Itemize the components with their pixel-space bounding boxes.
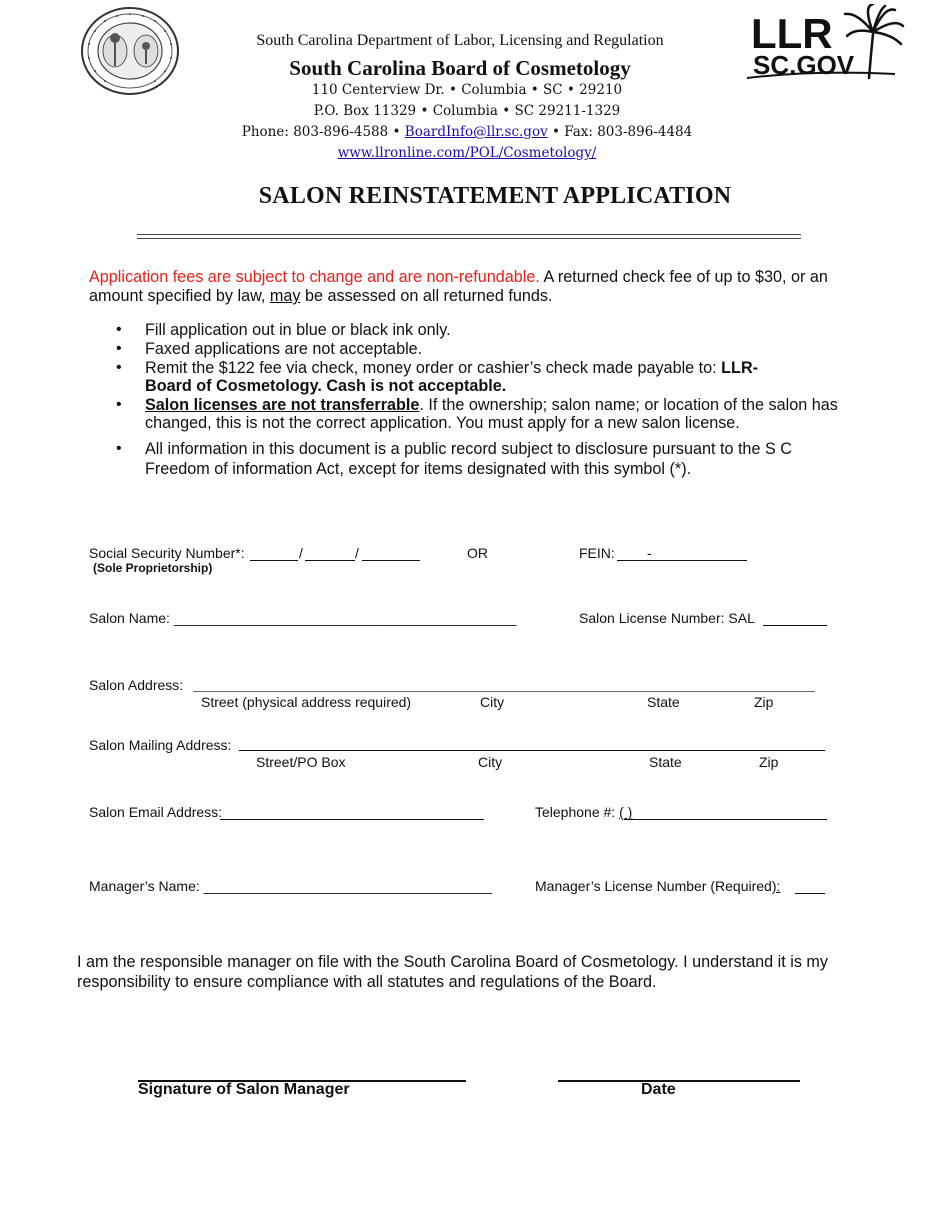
board-email-link[interactable]: BoardInfo@llr.sc.gov <box>404 124 548 140</box>
salon-email-input[interactable] <box>220 819 484 820</box>
salon-email-label: Salon Email Address: <box>89 804 223 820</box>
ssn-slash: / <box>355 545 359 561</box>
telephone-input[interactable] <box>624 819 827 820</box>
fax-text: • Fax: 803-896-4484 <box>547 124 693 140</box>
fein-label: FEIN: <box>579 545 615 561</box>
transfer-text: . If the ownership; salon name; or location of the salon has <box>419 396 838 414</box>
llr-logo <box>745 4 905 82</box>
bullet-marker: • <box>116 440 122 457</box>
ssn-part1-input[interactable] <box>250 560 298 561</box>
ssn-sole-proprietorship-note: (Sole Proprietorship) <box>93 561 213 575</box>
salon-name-label-text: Salon Name: <box>89 610 174 626</box>
street-address: 110 Centerview Dr. • Columbia • SC • 29210 <box>311 82 623 98</box>
manager-license-colon: ): <box>771 878 781 894</box>
logo-scgov-text: SC.GOV <box>753 50 855 80</box>
mailing-street-caption: Street/PO Box <box>256 754 346 770</box>
bullet-foia-line2: Freedom of information Act, except for items designated with this symbol (*). <box>145 460 692 478</box>
telephone-label <box>535 804 632 820</box>
bullet-ink: Fill application out in blue or black ink only. <box>145 321 451 339</box>
ssn-part3-input[interactable] <box>362 560 420 561</box>
manager-name-input[interactable]: _____________________________________ <box>203 878 492 894</box>
department-name: South Carolina Department of Labor, Licensing and Regulation <box>256 32 664 49</box>
po-box-address: P.O. Box 11329 • Columbia • SC 29211-1329 <box>313 103 621 119</box>
contact-line <box>0 124 942 140</box>
returned-check-text: A returned check fee of up to $30, or an <box>539 268 828 286</box>
manager-signature-label: Signature of Salon Manager <box>138 1081 350 1098</box>
mailing-zip-caption: Zip <box>759 754 779 770</box>
form-title: SALON REINSTATEMENT APPLICATION <box>258 183 732 209</box>
may-text: may <box>269 287 301 305</box>
bullet-marker: • <box>116 340 122 357</box>
bullet-fee-line2: Board of Cosmetology. Cash is not acceptable. <box>145 377 507 395</box>
website-line <box>0 145 942 161</box>
salon-address-label: Salon Address: <box>89 677 184 693</box>
board-name: South Carolina Board of Cosmetology <box>289 56 631 80</box>
manager-name-label-text: Manager’s Name: <box>89 878 204 894</box>
title-divider <box>137 234 801 239</box>
salon-address-input[interactable] <box>193 691 815 692</box>
bullet-marker: • <box>116 321 122 338</box>
manager-license-label-text: Manager’s License Number (Required <box>535 878 772 894</box>
address-street-caption: Street (physical address required) <box>201 694 412 710</box>
telephone-label-text: Telephone #: <box>535 804 620 820</box>
payee-text: LLR- <box>721 359 759 377</box>
logo-llr-text: LLR <box>751 10 833 57</box>
ssn-slash: / <box>299 545 303 561</box>
mailing-state-caption: State <box>649 754 682 770</box>
bullet-transfer-line1 <box>145 396 838 416</box>
manager-license-input[interactable] <box>795 893 825 894</box>
address-state-caption: State <box>647 694 680 710</box>
bullet-marker: • <box>116 359 122 376</box>
manager-license-label <box>535 878 780 894</box>
date-label: Date <box>641 1081 676 1098</box>
bullet-fee-line1 <box>145 359 758 379</box>
salon-license-input[interactable] <box>763 625 827 626</box>
bullet-foia-line1: All information in this document is a public record subject to disclosure pursuant to the S C <box>145 440 792 458</box>
phone-text: Phone: 803-896-4588 • <box>241 124 405 140</box>
notice-text-pre: amount specified by law, <box>89 287 270 305</box>
telephone-area-code: ( ) <box>619 804 633 820</box>
salon-name-label <box>89 610 516 626</box>
mailing-city-caption: City <box>478 754 503 770</box>
fee-notice-line1 <box>89 268 828 288</box>
not-transferrable-text: Salon licenses are not transferrable <box>145 396 420 414</box>
or-label: OR <box>467 545 488 561</box>
fee-warning-text: Application fees are subject to change and are non-refundable. <box>89 268 540 286</box>
fee-instruction-text: Remit the $122 fee via check, money order or cashier’s check made payable to: <box>145 359 722 377</box>
manager-name-label <box>89 878 492 894</box>
fee-notice-line2 <box>89 287 552 307</box>
manager-statement-line2: responsibility to ensure compliance with all statutes and regulations of the Board. <box>77 973 657 991</box>
ssn-label: Social Security Number*: <box>89 545 245 561</box>
mailing-address-label: Salon Mailing Address: <box>89 737 232 753</box>
salon-name-input[interactable]: ____________________________________________ <box>173 610 517 626</box>
fein-dash: - <box>647 545 652 561</box>
ssn-part2-input[interactable] <box>305 560 355 561</box>
bullet-marker: • <box>116 396 122 413</box>
bullet-transfer-line2: changed, this is not the correct application. You must apply for a new salon license. <box>145 414 740 432</box>
date-input[interactable] <box>558 1080 800 1082</box>
mailing-address-input[interactable] <box>239 750 825 751</box>
website-link[interactable]: www.llronline.com/POL/Cosmetology/ <box>337 145 597 161</box>
address-city-caption: City <box>480 694 505 710</box>
address-zip-caption: Zip <box>754 694 774 710</box>
fein-input[interactable] <box>617 560 747 561</box>
bullet-fax: Faxed applications are not acceptable. <box>145 340 423 358</box>
salon-license-label: Salon License Number: SAL <box>579 610 755 626</box>
manager-statement-line1: I am the responsible manager on file with the South Carolina Board of Cosmetology. I understand it is my <box>77 953 829 971</box>
notice-text-post: be assessed on all returned funds. <box>300 287 553 305</box>
